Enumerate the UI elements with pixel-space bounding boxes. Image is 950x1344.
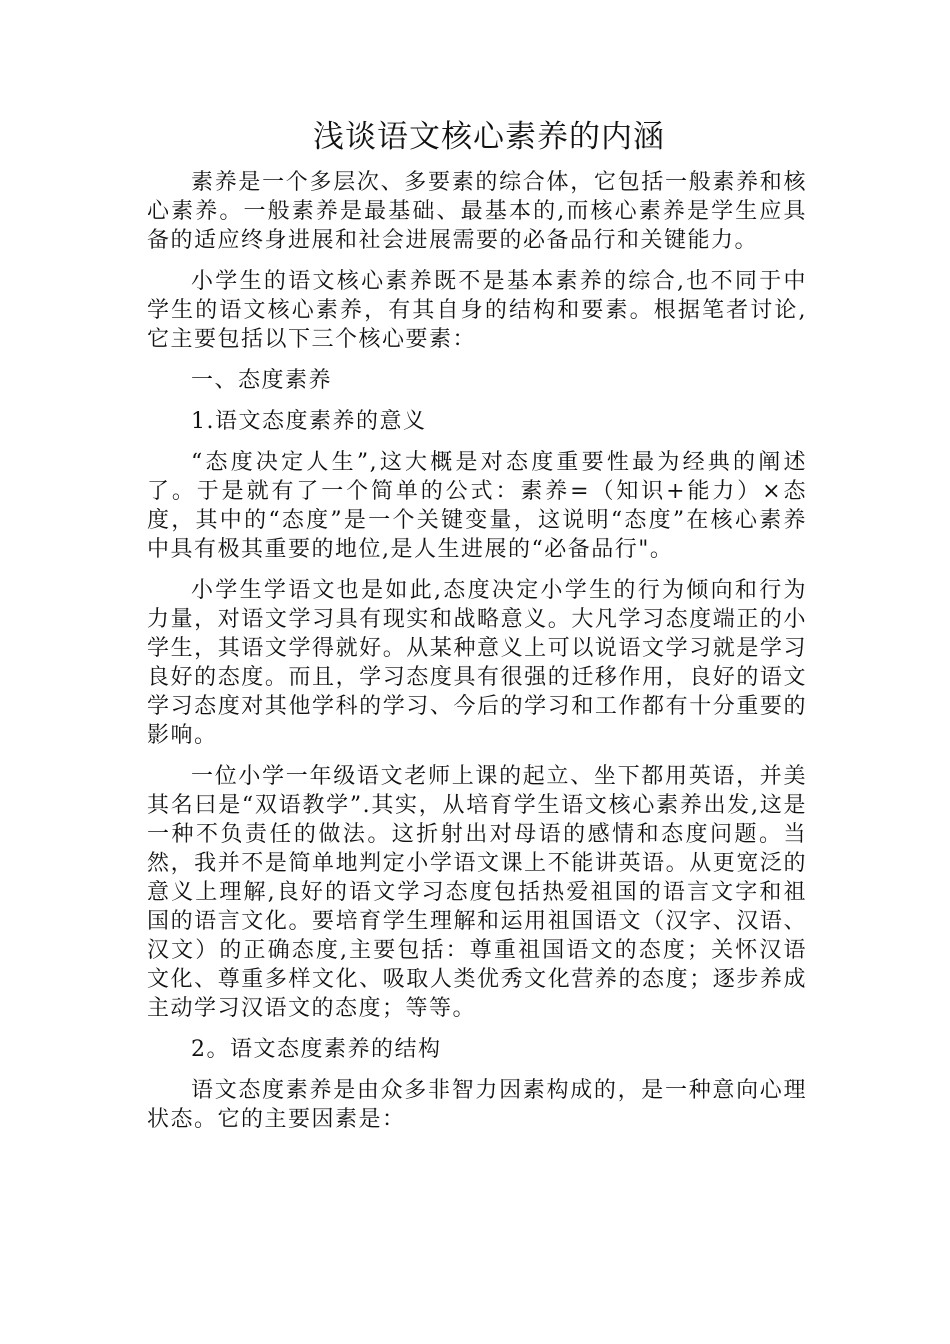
paragraph-core-elements: 小学生的语文核心素养既不是基本素养的综合,也不同于中学生的语文核心素养，有其自身的结构和要素。根据笔者讨论,它主要包括以下三个核心要素： [147, 269, 807, 352]
subsection-heading-meaning: 1.语文态度素养的意义 [191, 409, 427, 434]
paragraph-attitude-formula: “态度决定人生”,这大概是对态度重要性最为经典的阐述了。于是就有了一个简单的公式：素养=（知识+能力）×态度，其中的“态度”是一个关键变量，这说明“态度”在核心素养中具有极其重要的地位,是人生进展的“必备品行"。 [147, 450, 807, 562]
paragraph-structure-factors: 语文态度素养是由众多非智力因素构成的，是一种意向心理状态。它的主要因素是： [147, 1078, 807, 1132]
subsection-heading-structure: 2。语文态度素养的结构 [191, 1037, 442, 1062]
paragraph-pupil-attitude: 小学生学语文也是如此,态度决定小学生的行为倾向和行为力量，对语文学习具有现实和战略意义。大凡学习态度端正的小学生，其语文学得就好。从某种意义上可以说语文学习就是学习良好的态度。而且，学习态度具有很强的迁移作用，良好的语文学习态度对其他学科的学习、今后的学习和工作都有十分重要的影响。 [147, 578, 807, 748]
paragraph-intro: 素养是一个多层次、多要素的综合体，它包括一般素养和核心素养。一般素养是最基础、最基本的,而核心素养是学生应具备的适应终身进展和社会进展需要的必备品行和关键能力。 [147, 170, 807, 253]
document-title: 浅谈语文核心素养的内涵 [313, 119, 665, 155]
document-body [147, 112, 807, 1146]
section-heading-attitude: 一、态度素养 [191, 368, 333, 393]
paragraph-bilingual-example: 一位小学一年级语文老师上课的起立、坐下都用英语，并美其名曰是“双语教学”.其实，从培育学生语文核心素养出发,这是一种不负责任的做法。这折射出对母语的感情和态度问题。当然，我并不是简单地判定小学语文课上不能讲英语。从更宽泛的意义上理解,良好的语文学习态度包括热爱祖国的语言文字和祖国的语言文化。要培育学生理解和运用祖国语文（汉字、汉语、汉文）的正确态度,主要包括：尊重祖国语文的态度；关怀汉语文化、尊重多样文化、吸取人类优秀文化营养的态度；逐步养成主动学习汉语文的态度；等等。 [147, 764, 807, 1021]
